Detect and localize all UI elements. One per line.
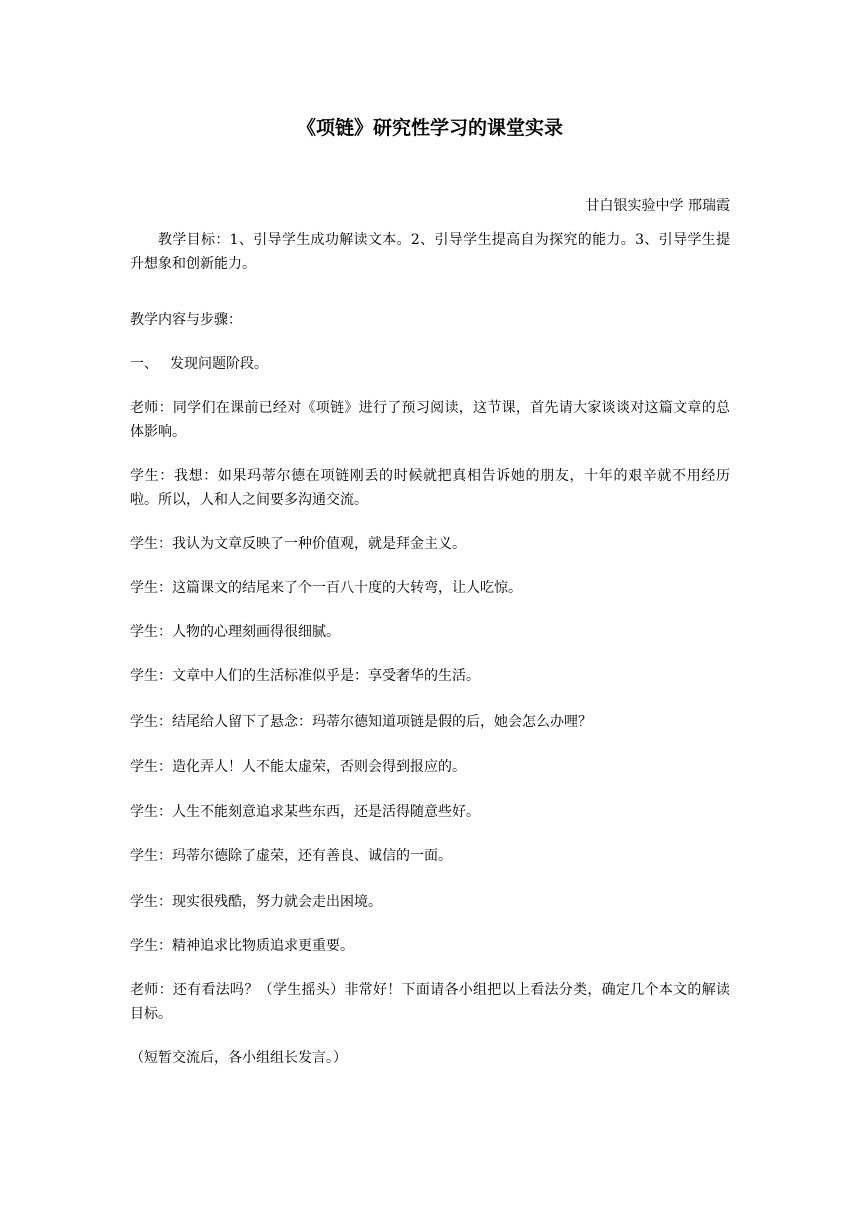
content-heading: 教学内容与步骤： [130,312,242,328]
dialogue-paragraph: 学生：文章中人们的生活标准似乎是：享受奢华的生活。 [130,668,480,684]
stage-number: 一、 [130,356,158,372]
dialogue-paragraph: 学生：我想：如果玛蒂尔德在项链刚丢的时候就把真相告诉她的朋友，十年的艰辛就不用经历啦。所以，人和人之间要多沟通交流。 [130,468,730,508]
dialogue-paragraph: 学生：这篇课文的结尾来了个一百八十度的大转弯，让人吃惊。 [130,580,522,596]
dialogue-paragraph: 老师：还有看法吗？（学生摇头）非常好！下面请各小组把以上看法分类，确定几个本文的解读目标。 [130,982,730,1022]
stage-heading [130,352,730,376]
dialogue-paragraph: 学生：结尾给人留下了悬念：玛蒂尔德知道项链是假的后，她会怎么办哩？ [130,714,592,730]
dialogue-paragraph: 学生：人物的心理刻画得很细腻。 [130,624,340,640]
dialogue-paragraph: 学生：玛蒂尔德除了虚荣，还有善良、诚信的一面。 [130,848,452,864]
dialogue-paragraph: 学生：造化弄人！人不能太虚荣，否则会得到报应的。 [130,759,466,775]
dialogue-paragraph: 学生：我认为文章反映了一种价值观，就是拜金主义。 [130,536,466,552]
document-title: 《项链》研究性学习的课堂实录 [296,117,563,139]
stage-text: 发现问题阶段。 [170,356,268,372]
author-line: 甘白银实验中学 邢瑞霞 [585,198,730,214]
dialogue-paragraph: 老师：同学们在课前已经对《项链》进行了预习阅读，这节课，首先请大家谈谈对这篇文章的总体影响。 [130,400,730,440]
dialogue-paragraph: 学生：精神追求比物质追求更重要。 [130,938,354,954]
dialogue-paragraph: 学生：人生不能刻意追求某些东西，还是活得随意些好。 [130,804,480,820]
dialogue-paragraph: （短暂交流后，各小组组长发言。） [130,1050,347,1066]
teaching-objectives: 教学目标：1、引导学生成功解读文本。2、引导学生提高自为探究的能力。3、引导学生提升想象和创新能力。 [130,232,730,272]
dialogue-paragraph: 学生：现实很残酷，努力就会走出困境。 [130,894,382,910]
